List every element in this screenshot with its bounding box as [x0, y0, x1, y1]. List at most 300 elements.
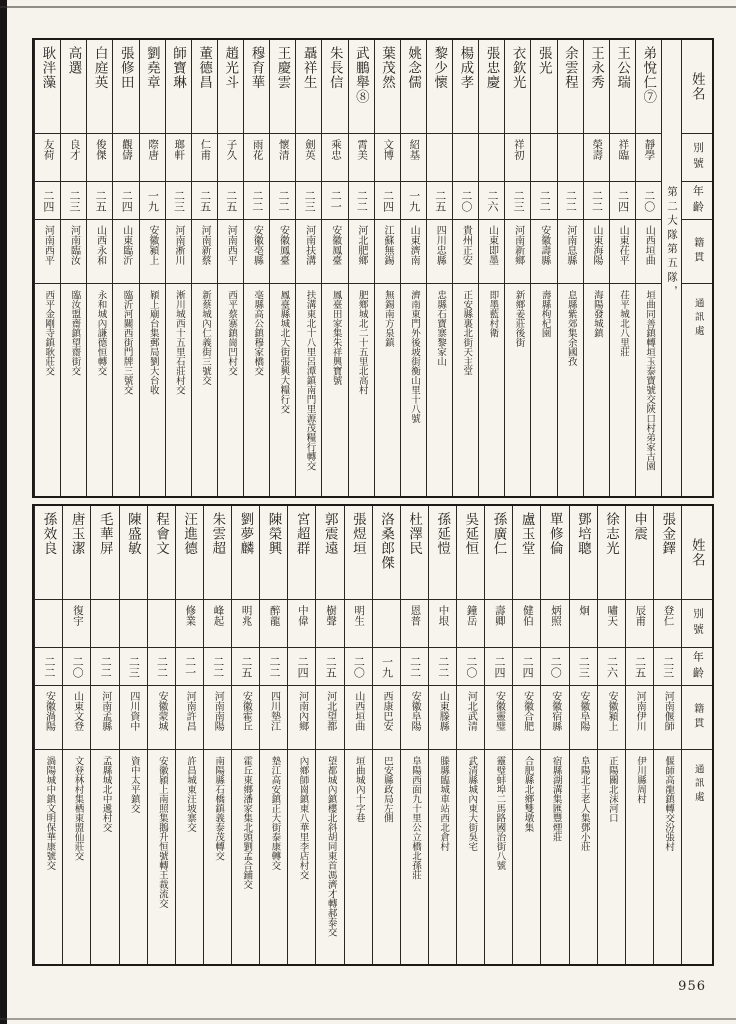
- person-address: 息縣紫郊集余國孜: [565, 290, 576, 366]
- person-column: [147, 506, 175, 964]
- person-address-cell: [531, 284, 556, 496]
- person-name-cell: [531, 40, 556, 134]
- person-age: 二五: [94, 189, 107, 212]
- person-alias-cell: [401, 134, 426, 182]
- person-alias-cell: [349, 134, 374, 182]
- person-address-cell: [453, 284, 478, 496]
- person-address-cell: [192, 284, 217, 496]
- person-age-cell: [166, 182, 191, 220]
- person-origin: 山東海陽: [590, 225, 602, 265]
- person-address-cell: [316, 750, 343, 964]
- person-age-cell: [192, 182, 217, 220]
- person-age-cell: [91, 648, 118, 686]
- header-origin-label: 籍貫: [691, 237, 703, 266]
- person-column: [400, 40, 426, 496]
- person-age: 二〇: [352, 655, 365, 678]
- person-alias-cell: [558, 134, 583, 182]
- person-name-cell: [345, 506, 372, 600]
- header-address-label: 通訊處: [692, 764, 703, 806]
- person-alias-cell: [598, 600, 625, 648]
- header-age-label: 年齡: [691, 184, 704, 217]
- person-age: 二五: [433, 189, 446, 212]
- person-name-cell: [541, 506, 568, 600]
- person-age-cell: [531, 182, 556, 220]
- person-column: [484, 506, 512, 964]
- person-age: 二三: [172, 189, 185, 212]
- person-name: 申震: [632, 512, 648, 541]
- person-origin-cell: [91, 686, 118, 750]
- person-address-cell: [140, 284, 165, 496]
- person-age: 二四: [521, 655, 534, 678]
- person-alias-cell: [232, 600, 259, 648]
- person-alias-cell: [204, 600, 231, 648]
- person-origin: 山東即墨: [486, 225, 498, 265]
- person-alias: 炳照: [549, 605, 561, 626]
- person-alias: 明生: [353, 605, 365, 626]
- person-name: 陳榮興: [266, 512, 282, 556]
- person-origin: 河南西平: [42, 225, 54, 265]
- person-column: [428, 506, 456, 964]
- person-origin-cell: [296, 220, 321, 284]
- person-alias: 際唐: [147, 139, 159, 160]
- person-origin: 安徽阜陽: [577, 691, 589, 731]
- person-name-cell: [457, 506, 484, 600]
- person-address: 內鄉師崗鎮東八華里李店村交: [297, 756, 308, 880]
- person-address-cell: [570, 750, 597, 964]
- person-name: 楊成孝: [458, 46, 474, 90]
- person-age: 二五: [198, 189, 211, 212]
- header-name-label: 姓名: [689, 538, 705, 567]
- person-origin-cell: [375, 220, 400, 284]
- header-address-cell: [682, 750, 712, 964]
- person-origin-cell: [584, 220, 609, 284]
- person-address: 扶溝東北十八里呂潭鎮南門里源茂糧行轉交: [304, 290, 315, 471]
- person-alias: 樹聲: [324, 605, 336, 626]
- person-origin: 河南扶溝: [303, 225, 315, 265]
- person-age-cell: [541, 648, 568, 686]
- person-address-cell: [63, 750, 90, 964]
- person-origin: 貴州正安: [460, 225, 472, 265]
- person-column: [597, 506, 625, 964]
- person-age: 二四: [296, 655, 309, 678]
- person-age-cell: [204, 648, 231, 686]
- person-column: [512, 506, 540, 964]
- person-address-cell: [61, 284, 86, 496]
- person-alias-cell: [120, 600, 147, 648]
- person-address: 垣曲同善鎮轉垣玉泰寶號交陝口村弟家古園: [644, 290, 655, 471]
- person-address-cell: [322, 284, 347, 496]
- person-age-cell: [626, 648, 653, 686]
- person-origin-cell: [316, 686, 343, 750]
- person-alias: 子久: [225, 139, 237, 160]
- person-address: 孟縣城北中遞村交: [100, 756, 111, 832]
- person-alias-cell: [87, 134, 112, 182]
- person-alias: 紹基: [408, 139, 420, 160]
- person-origin-cell: [270, 220, 295, 284]
- person-age-cell: [35, 648, 62, 686]
- person-name: 汪進德: [182, 512, 198, 556]
- person-alias: 俊傑: [94, 139, 106, 160]
- person-origin: 安徽潁上: [146, 225, 158, 265]
- person-address-cell: [479, 284, 504, 496]
- header-address-cell: [682, 284, 712, 496]
- header-alias-label: 別號: [692, 142, 704, 173]
- person-name-cell: [584, 40, 609, 134]
- person-age-cell: [453, 182, 478, 220]
- roster-table-bottom: [32, 504, 714, 966]
- person-age: 二四: [493, 655, 505, 678]
- person-age: 二〇: [71, 655, 84, 678]
- person-address: 茌平城北八里莊: [618, 290, 628, 357]
- person-name-cell: [113, 40, 138, 134]
- person-age-cell: [479, 182, 504, 220]
- person-origin: 河南臨汝: [68, 225, 80, 265]
- person-alias-cell: [91, 600, 118, 648]
- person-name: 孫延愷: [435, 512, 451, 556]
- person-origin-cell: [626, 686, 653, 750]
- person-alias-cell: [479, 134, 504, 182]
- person-name: 弟悅仁⑦: [641, 46, 657, 104]
- person-address: 臨沂河關西街門牌三號交: [121, 290, 132, 395]
- person-address: 許昌城東汪坡寨交: [185, 756, 195, 832]
- person-address-cell: [513, 750, 540, 964]
- header-origin-label: 籍貫: [691, 703, 703, 732]
- person-column: [315, 506, 343, 964]
- person-origin: 河北武清: [465, 691, 477, 731]
- person-origin: 四川忠縣: [434, 225, 446, 265]
- person-address-cell: [349, 284, 374, 496]
- header-age-cell: [682, 648, 712, 686]
- header-name-label: 姓名: [689, 72, 705, 101]
- person-alias: 修業: [184, 605, 196, 626]
- person-alias: 壽卿: [493, 605, 505, 626]
- person-name-cell: [429, 506, 456, 600]
- person-alias-cell: [63, 600, 90, 648]
- person-column: [426, 40, 452, 496]
- person-name: 張煜垣: [350, 512, 366, 556]
- person-origin: 河南南陽: [212, 691, 224, 731]
- person-column: [295, 40, 321, 496]
- person-origin: 河南息縣: [564, 225, 576, 265]
- person-name: 余雲程: [562, 46, 578, 90]
- person-address-cell: [113, 284, 138, 496]
- person-age-cell: [401, 182, 426, 220]
- person-origin: 安徽阜陽: [409, 691, 421, 731]
- header-column: [681, 40, 712, 496]
- person-alias: 祥初: [512, 139, 524, 160]
- person-address-cell: [485, 750, 512, 964]
- person-column: [569, 506, 597, 964]
- person-alias: 嘯天: [606, 605, 618, 626]
- person-column: [530, 40, 556, 496]
- person-column: [372, 506, 400, 964]
- person-address-cell: [373, 750, 400, 964]
- person-age: 二五: [239, 655, 252, 678]
- person-name-cell: [453, 40, 478, 134]
- person-age: 二五: [324, 655, 337, 678]
- person-alias-cell: [373, 600, 400, 648]
- person-alias: 辰甫: [634, 605, 646, 626]
- person-address: 滕縣臨城車站西北倉村: [438, 756, 449, 851]
- person-name: 葉茂然: [379, 46, 395, 90]
- person-name-cell: [91, 506, 118, 600]
- person-origin: 河南內鄉: [296, 691, 308, 731]
- person-name: 唐玉潔: [69, 512, 85, 556]
- person-name-cell: [479, 40, 504, 134]
- person-name-cell: [349, 40, 374, 134]
- person-name: 徐志光: [603, 512, 619, 556]
- person-name: 王慶雲: [275, 46, 291, 90]
- person-alias: 祥臨: [617, 139, 629, 160]
- person-alias-cell: [427, 134, 452, 182]
- person-age: 二二: [250, 189, 263, 212]
- person-column: [86, 40, 112, 496]
- person-name-cell: [610, 40, 635, 134]
- person-address: 西平金剛寺鎮耿莊交: [43, 290, 54, 376]
- person-alias: 登仁: [662, 605, 674, 626]
- person-alias-cell: [140, 134, 165, 182]
- person-name: 姚念儒: [406, 46, 422, 90]
- person-address-cell: [598, 750, 625, 964]
- person-address-cell: [654, 750, 681, 964]
- person-address-cell: [120, 750, 147, 964]
- person-origin: 山東臨沂: [120, 225, 132, 265]
- person-age-cell: [63, 648, 90, 686]
- person-alias-cell: [541, 600, 568, 648]
- person-age-cell: [270, 182, 295, 220]
- person-address: 新鄉姜莊後街: [513, 290, 524, 347]
- person-name: 穆育華: [249, 46, 265, 90]
- person-origin-cell: [505, 220, 530, 284]
- person-age: 二〇: [464, 655, 477, 678]
- person-age: 二三: [68, 189, 80, 212]
- person-age: 二五: [224, 189, 237, 212]
- person-origin-cell: [322, 220, 347, 284]
- person-age: 二二: [211, 655, 224, 678]
- person-alias-cell: [375, 134, 400, 182]
- person-alias: 榮壽: [591, 139, 603, 160]
- person-origin-cell: [204, 686, 231, 750]
- person-origin: 河南新蔡: [199, 225, 211, 265]
- person-alias: 乘忠: [329, 139, 341, 160]
- person-name: 王永秀: [588, 46, 604, 90]
- person-origin: 河北望都: [324, 691, 336, 731]
- person-column: [259, 506, 287, 964]
- person-name-cell: [63, 506, 90, 600]
- person-name-cell: [375, 40, 400, 134]
- header-alias-label: 別號: [692, 608, 704, 639]
- person-address-cell: [166, 284, 191, 496]
- person-address-cell: [296, 284, 321, 496]
- person-address: 宿縣湖溝集匯豐煙莊: [550, 756, 561, 842]
- person-address: 安徽潁上南照集鵝升恒號轉王裁流交: [156, 756, 167, 908]
- person-name-cell: [373, 506, 400, 600]
- person-alias: 峰起: [212, 605, 224, 626]
- person-name-cell: [218, 40, 243, 134]
- person-alias-cell: [505, 134, 530, 182]
- person-age: 二二: [408, 655, 421, 678]
- person-name-cell: [654, 506, 681, 600]
- person-age-cell: [636, 182, 661, 220]
- person-age: 二四: [381, 189, 394, 212]
- person-address: 鳳臺縣城北大街張興大糧行交: [278, 290, 289, 414]
- person-origin: 山西垣曲: [643, 225, 655, 265]
- person-age-cell: [35, 182, 60, 220]
- person-alias: 友荷: [42, 139, 54, 160]
- person-age-cell: [322, 182, 347, 220]
- person-address-cell: [401, 284, 426, 496]
- person-origin: 河南偃師: [662, 691, 674, 731]
- person-origin: 山西垣曲: [352, 691, 364, 731]
- person-column: [34, 506, 62, 964]
- person-age: 二二: [155, 655, 168, 678]
- person-address-cell: [636, 284, 661, 496]
- person-address: 正陽關北沫河口: [606, 756, 617, 823]
- person-name-cell: [61, 40, 86, 134]
- person-column: [90, 506, 118, 964]
- person-origin-cell: [429, 686, 456, 750]
- person-alias: 懷清: [277, 139, 289, 160]
- person-column: [344, 506, 372, 964]
- person-origin: 江蘇無錫: [381, 225, 393, 265]
- person-age-cell: [244, 182, 269, 220]
- header-origin-cell: [682, 220, 712, 284]
- person-origin: 河南孟縣: [99, 691, 111, 731]
- person-alias: 文博: [382, 139, 394, 160]
- person-alias: 觀儔: [120, 139, 132, 160]
- person-origin-cell: [232, 686, 259, 750]
- person-column: [175, 506, 203, 964]
- person-column: [321, 40, 347, 496]
- person-age: 二三: [577, 655, 590, 678]
- person-alias: 瑯軒: [173, 139, 185, 160]
- person-origin-cell: [654, 686, 681, 750]
- person-age-cell: [61, 182, 86, 220]
- person-name: 王公瑞: [615, 46, 631, 90]
- person-address: 臨汝盟齋鎮望齋街交: [69, 290, 80, 376]
- person-address-cell: [218, 284, 243, 496]
- person-name-cell: [260, 506, 287, 600]
- person-name: 吳延恒: [463, 512, 479, 556]
- person-address-cell: [204, 750, 231, 964]
- person-origin-cell: [218, 220, 243, 284]
- person-column: [60, 40, 86, 496]
- person-age-cell: [485, 648, 512, 686]
- person-origin: 安徽宿縣: [549, 691, 561, 731]
- person-address-cell: [176, 750, 203, 964]
- person-alias-cell: [316, 600, 343, 648]
- person-alias: 健伯: [521, 605, 533, 626]
- person-origin-cell: [479, 220, 504, 284]
- person-alias: 中偉: [296, 605, 308, 626]
- person-age: 二二: [590, 189, 603, 212]
- person-origin-cell: [63, 686, 90, 750]
- person-address-cell: [427, 284, 452, 496]
- person-name-cell: [626, 506, 653, 600]
- person-address: 西平蔡寨鎮崗凹村交: [226, 290, 237, 376]
- person-origin: 河南西平: [225, 225, 237, 265]
- person-name: 劉夢麟: [238, 512, 254, 556]
- person-origin-cell: [244, 220, 269, 284]
- person-address: 濟南東門外後坡街衡山里十八號: [409, 290, 419, 423]
- scan-edge-top: [0, 6, 736, 8]
- person-age: 二二: [538, 189, 551, 212]
- person-origin: 安徽靈璧: [493, 691, 505, 731]
- person-name-cell: [505, 40, 530, 134]
- person-name-cell: [485, 506, 512, 600]
- person-address-cell: [288, 750, 315, 964]
- person-age-cell: [513, 648, 540, 686]
- person-name: 程會文: [153, 512, 169, 556]
- person-name-cell: [204, 506, 231, 600]
- person-origin: 山東文登: [71, 691, 83, 731]
- person-age-cell: [598, 648, 625, 686]
- person-name-cell: [427, 40, 452, 134]
- person-address: 阜陽北王老人集鄧小莊: [578, 756, 589, 851]
- person-column: [653, 506, 681, 964]
- header-alias-cell: [682, 600, 712, 648]
- person-age-cell: [584, 182, 609, 220]
- person-alias-cell: [166, 134, 191, 182]
- person-origin: 西康巴安: [380, 691, 392, 731]
- page-number: 956: [678, 979, 706, 994]
- person-name: 武鵬舉⑧: [353, 46, 369, 104]
- person-name-cell: [513, 506, 540, 600]
- person-age: 二一: [329, 189, 342, 212]
- person-column: [452, 40, 478, 496]
- person-origin-cell: [636, 220, 661, 284]
- person-age: 二四: [120, 189, 133, 212]
- person-age: 二三: [661, 655, 674, 678]
- person-address: 壽縣枸杞園: [539, 290, 550, 338]
- person-address-cell: [558, 284, 583, 496]
- person-origin-cell: [192, 220, 217, 284]
- person-alias: 鐘岳: [465, 605, 477, 626]
- person-origin: 河北肥鄉: [355, 225, 367, 265]
- person-origin-cell: [598, 686, 625, 750]
- person-column: [243, 40, 269, 496]
- person-name-cell: [244, 40, 269, 134]
- person-column: [625, 506, 653, 964]
- person-age: 二二: [99, 655, 112, 678]
- header-alias-cell: [682, 134, 712, 182]
- person-address-cell: [584, 284, 609, 496]
- person-alias-cell: [457, 600, 484, 648]
- person-alias-cell: [610, 134, 635, 182]
- person-alias-cell: [584, 134, 609, 182]
- person-address-cell: [375, 284, 400, 496]
- person-age-cell: [113, 182, 138, 220]
- person-origin-cell: [457, 686, 484, 750]
- person-column: [119, 506, 147, 964]
- person-column: [231, 506, 259, 964]
- person-name-cell: [270, 40, 295, 134]
- person-origin: 河南許昌: [184, 691, 196, 731]
- person-address-cell: [260, 750, 287, 964]
- person-address: 垣曲城內十字巷: [353, 756, 364, 823]
- person-column: [287, 506, 315, 964]
- person-origin: 安徽蒙城: [155, 691, 167, 731]
- person-address-cell: [232, 750, 259, 964]
- person-age: 二三: [127, 655, 140, 678]
- person-column: [504, 40, 530, 496]
- person-name: 鄧培聰: [575, 512, 591, 556]
- person-address: 新蔡城內仁義街三號交: [200, 290, 210, 385]
- person-alias-cell: [322, 134, 347, 182]
- person-name-cell: [192, 40, 217, 134]
- person-address: 墊江高安鎮正大街泰康轉交: [269, 756, 280, 870]
- person-age: 二四: [616, 189, 629, 212]
